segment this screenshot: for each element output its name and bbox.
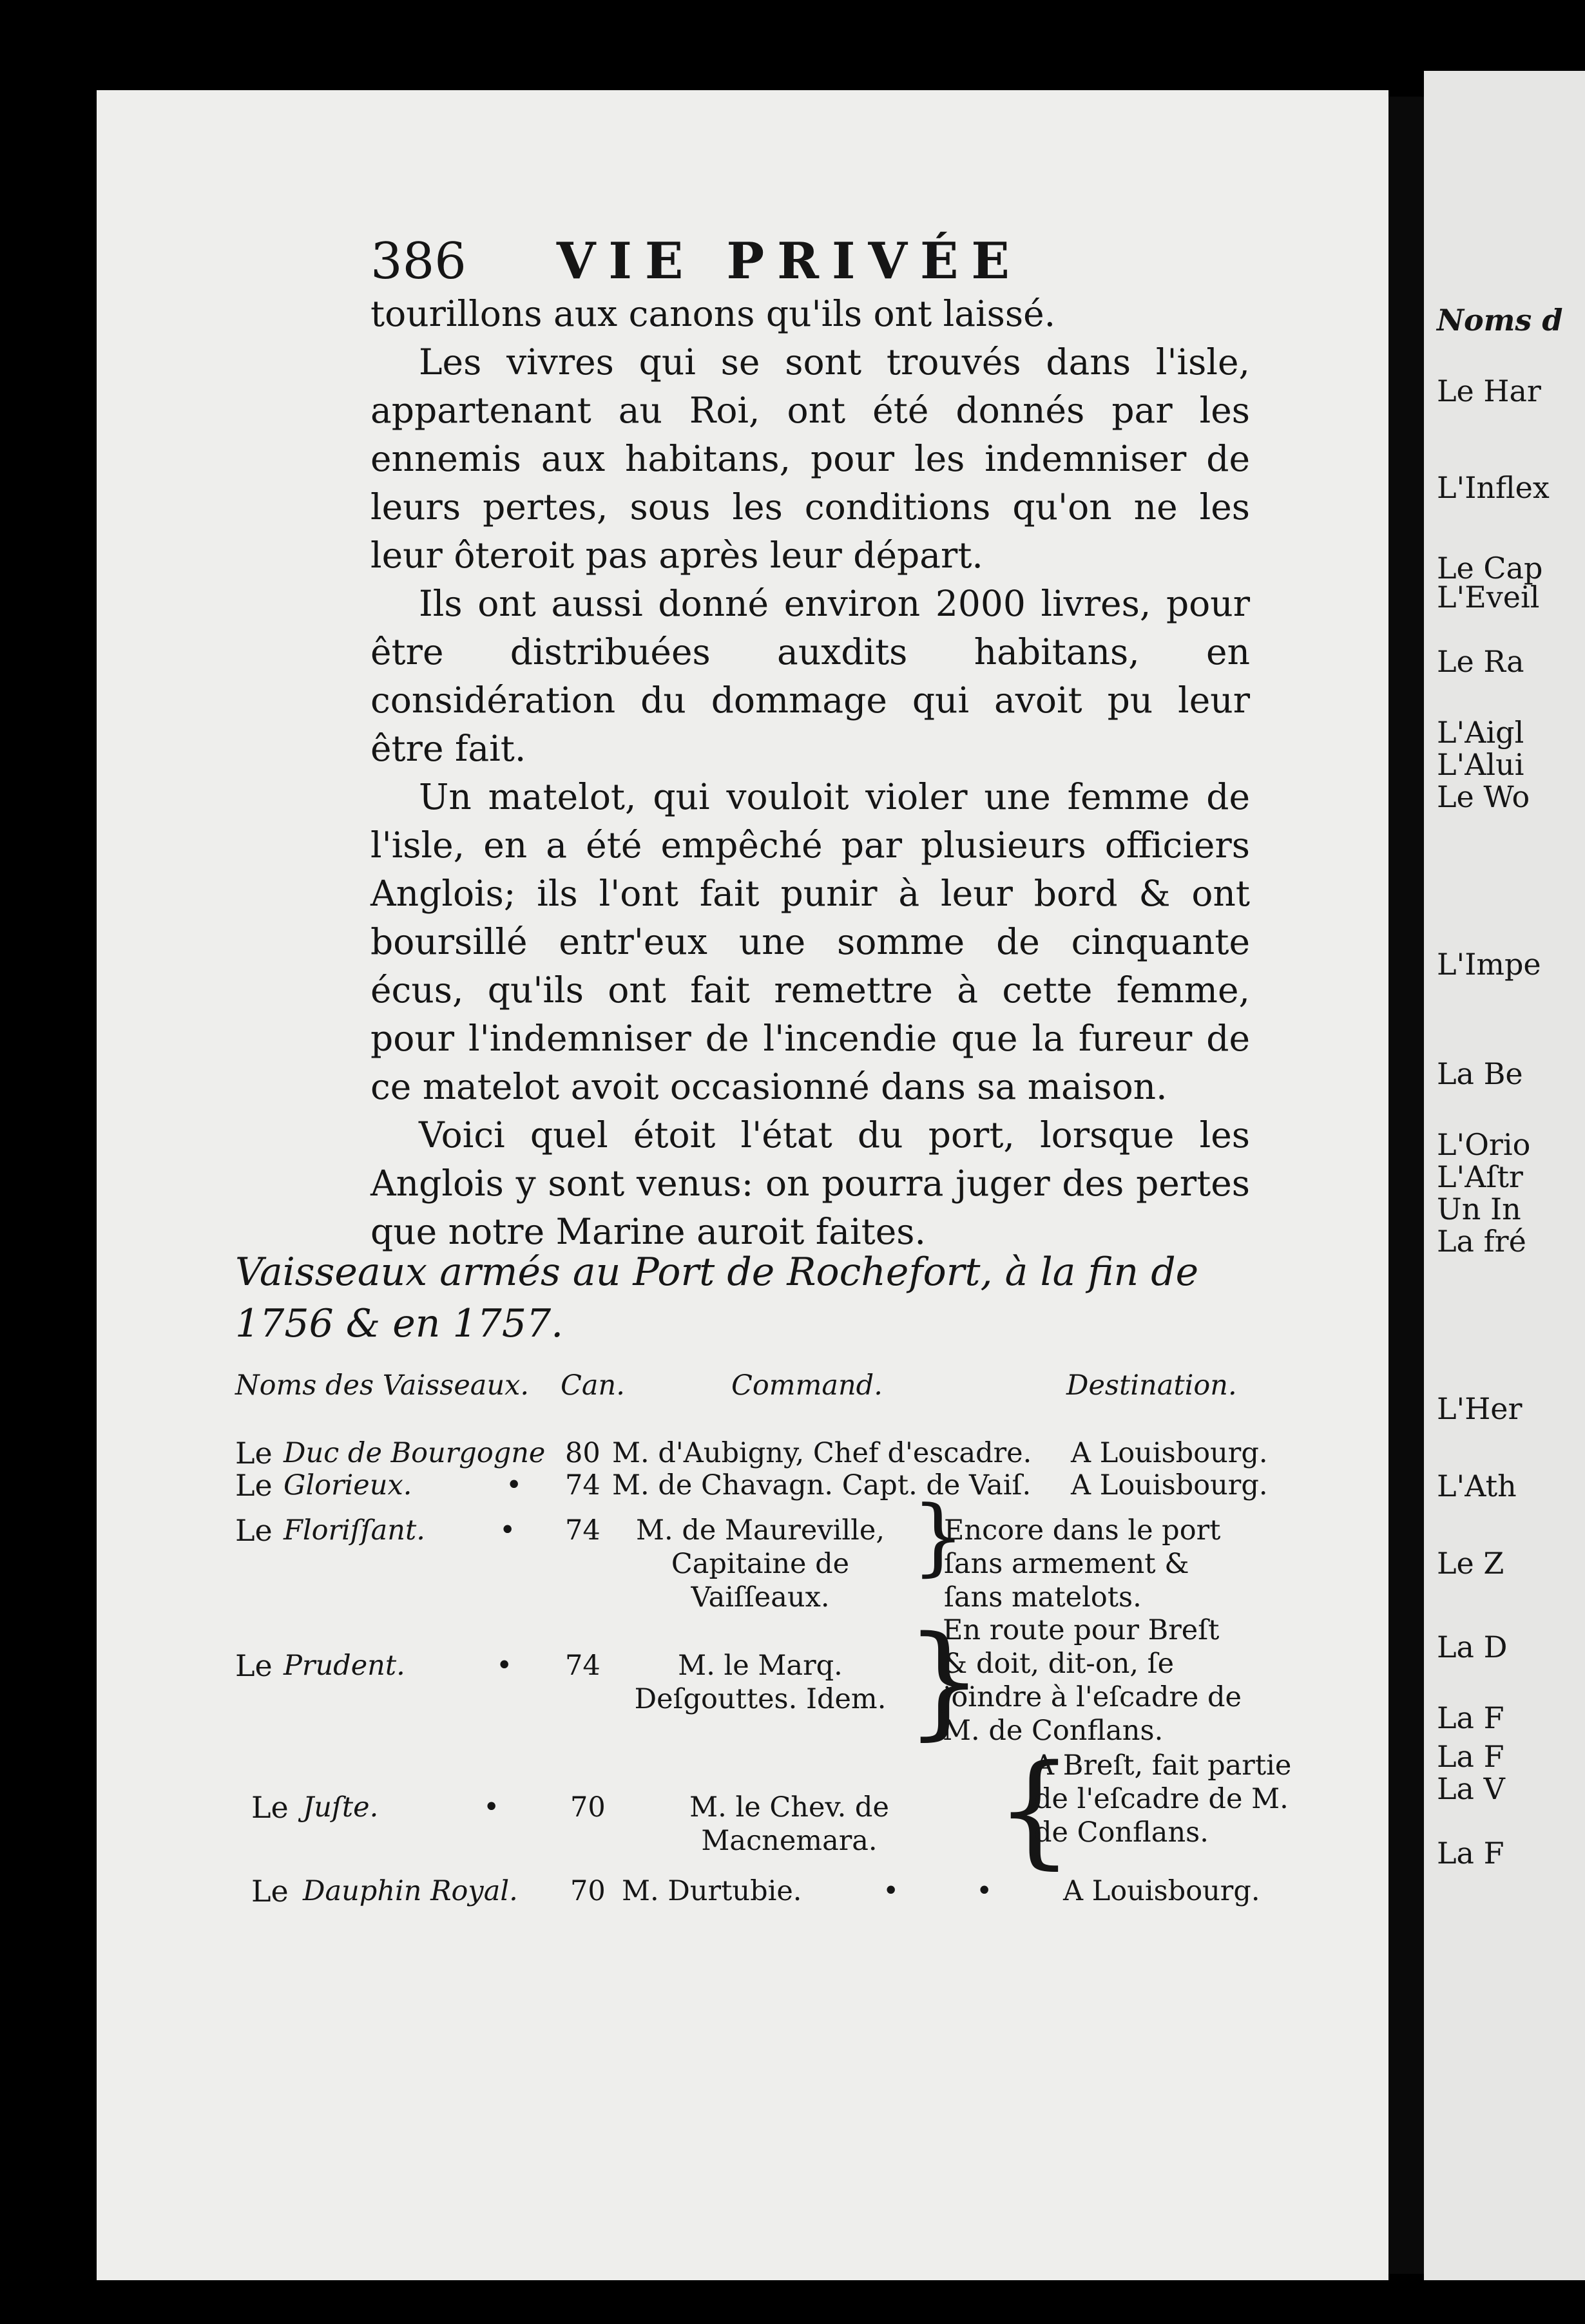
- leader-dot: •: [496, 1650, 513, 1682]
- next-page-fragment: Le Wo: [1437, 779, 1530, 814]
- ship-commander: M. de Maureville, Capitaine de Vaiſſeaux.: [635, 1514, 885, 1614]
- ship-name: Prudent.: [283, 1650, 405, 1682]
- ship-article: Le: [251, 1874, 289, 1909]
- paragraph: tourillons aux canons qu'ils ont laissé.: [370, 293, 1056, 334]
- ship-name: Duc de Bourgogne: [283, 1437, 546, 1469]
- ship-guns: 80: [565, 1437, 600, 1469]
- ship-guns: 70: [570, 1875, 606, 1907]
- ship-article: Le: [235, 1468, 273, 1503]
- body-text: [370, 290, 1250, 1256]
- ship-guns: 70: [570, 1791, 606, 1824]
- next-page-fragment: La fré: [1437, 1224, 1526, 1259]
- col-header-commander: Command.: [731, 1369, 883, 1402]
- ship-guns: 74: [565, 1469, 600, 1501]
- running-head: [370, 232, 1023, 290]
- brace-glyph: {: [995, 1738, 1073, 1881]
- next-page-fragment: La F: [1437, 1836, 1504, 1871]
- ship-article: Le: [251, 1790, 289, 1825]
- leader-dot: •: [883, 1875, 899, 1907]
- brace-glyph: }: [905, 1610, 983, 1752]
- next-page-fragment: Le Z: [1437, 1546, 1504, 1581]
- ship-article: Le: [235, 1513, 273, 1548]
- paragraph: Ils ont aussi donné environ 2000 livres, pour être distribuées auxdits habitans, en considération du dommage qui avoit pu leur être fait.: [370, 583, 1250, 769]
- paragraph: Voici quel étoit l'état du port, lorsque les Anglois y sont venus: on pourra juger des pertes que notre Marine auroit faites.: [370, 1114, 1250, 1252]
- ship-commander: M. d'Aubigny, Chef d'escadre.: [612, 1437, 1032, 1469]
- leader-dot: •: [506, 1469, 523, 1501]
- next-page-fragment: L'Impe: [1437, 947, 1541, 982]
- ship-commander: M. Durtubie.: [622, 1875, 802, 1907]
- page-gutter: [1388, 97, 1424, 2274]
- ship-destination: En route pour Breſt & doit, dit-on, ſe joindre à l'eſcadre de M. de Conflans.: [943, 1614, 1242, 1747]
- ship-commander: M. de Chavagn. Capt. de Vaiſ.: [612, 1469, 1032, 1501]
- running-title: VIE PRIVÉE: [556, 232, 1023, 290]
- next-page-fragment: Le Ra: [1437, 644, 1524, 679]
- ship-destination: A Louisbourg.: [1071, 1437, 1268, 1469]
- col-header-name: Noms des Vaisseaux.: [235, 1369, 530, 1402]
- next-page-fragment: L'Eveil: [1437, 580, 1540, 614]
- next-page-fragment: Le Har: [1437, 374, 1541, 408]
- col-header-guns: Can.: [561, 1369, 625, 1402]
- ship-name: Glorieux.: [283, 1469, 412, 1501]
- leader-dot: •: [499, 1514, 516, 1547]
- next-page-edge: [1424, 71, 1585, 2280]
- ship-name: Floriſſant.: [283, 1514, 425, 1547]
- next-page-fragment: L'Orio: [1437, 1127, 1531, 1162]
- ship-destination: A Breſt, fait partie de l'eſcadre de M. de Conflans.: [1034, 1749, 1292, 1849]
- ship-destination: A Louisbourg.: [1063, 1875, 1260, 1907]
- next-page-fragment: L'Ath: [1437, 1469, 1517, 1503]
- next-page-fragment: Un In: [1437, 1192, 1521, 1226]
- ship-destination: A Louisbourg.: [1071, 1469, 1268, 1501]
- paragraph: Les vivres qui se sont trouvés dans l'isle, appartenant au Roi, ont été donnés par les ennemis aux habitans, pour les indemniser de leurs pertes, sous les conditions qu'on ne les leur ôteroit pas après leur départ.: [370, 341, 1250, 576]
- next-page-fragment: Noms d: [1437, 303, 1563, 338]
- paragraph: Un matelot, qui vouloit violer une femme de l'isle, en a été empêché par plusieurs officiers Anglois; ils l'ont fait punir à leur bord & ont boursillé entr'eux une somme de cinquante écus, qu'ils ont fait remettre à cette femme, pour l'indemniser de l'incendie que la fureur de ce matelot avoit occasionné dans sa maison.: [370, 776, 1250, 1107]
- leader-dot-extra: •: [976, 1875, 993, 1907]
- ship-commander: M. le Chev. de Macnemara.: [689, 1791, 889, 1857]
- brace-glyph: }: [912, 1487, 965, 1585]
- leader-dot: •: [483, 1791, 500, 1824]
- ship-commander: M. le Marq. Deſgouttes. Idem.: [634, 1650, 887, 1715]
- next-page-fragment: L'Aſtr: [1437, 1159, 1523, 1194]
- col-header-destination: Destination.: [1066, 1369, 1237, 1402]
- next-page-fragment: La V: [1437, 1771, 1505, 1806]
- ship-name: Dauphin Royal.: [303, 1875, 518, 1907]
- ship-destination: Encore dans le port ſans armement & ſans matelots.: [944, 1514, 1221, 1614]
- ship-article: Le: [235, 1436, 273, 1471]
- ship-article: Le: [235, 1648, 273, 1683]
- next-page-fragment: La F: [1437, 1700, 1504, 1735]
- next-page-fragment: La Be: [1437, 1056, 1523, 1091]
- next-page-fragment: La F: [1437, 1739, 1504, 1774]
- next-page-fragment: La D: [1437, 1630, 1508, 1664]
- page-number: 386: [370, 233, 466, 290]
- next-page-fragment: L'Alui: [1437, 747, 1524, 782]
- ship-guns: 74: [565, 1650, 600, 1682]
- next-page-fragment: L'Her: [1437, 1391, 1523, 1426]
- table-title: Vaisseaux armés au Port de Rochefort, à la fin de 1756 & en 1757.: [235, 1250, 1199, 1346]
- ship-guns: 74: [565, 1514, 600, 1547]
- next-page-fragment: L'Inflex: [1437, 470, 1550, 505]
- next-page-fragment: Le Cap: [1437, 551, 1543, 586]
- ship-name: Juſte.: [303, 1791, 379, 1824]
- next-page-fragment: L'Aigl: [1437, 715, 1524, 750]
